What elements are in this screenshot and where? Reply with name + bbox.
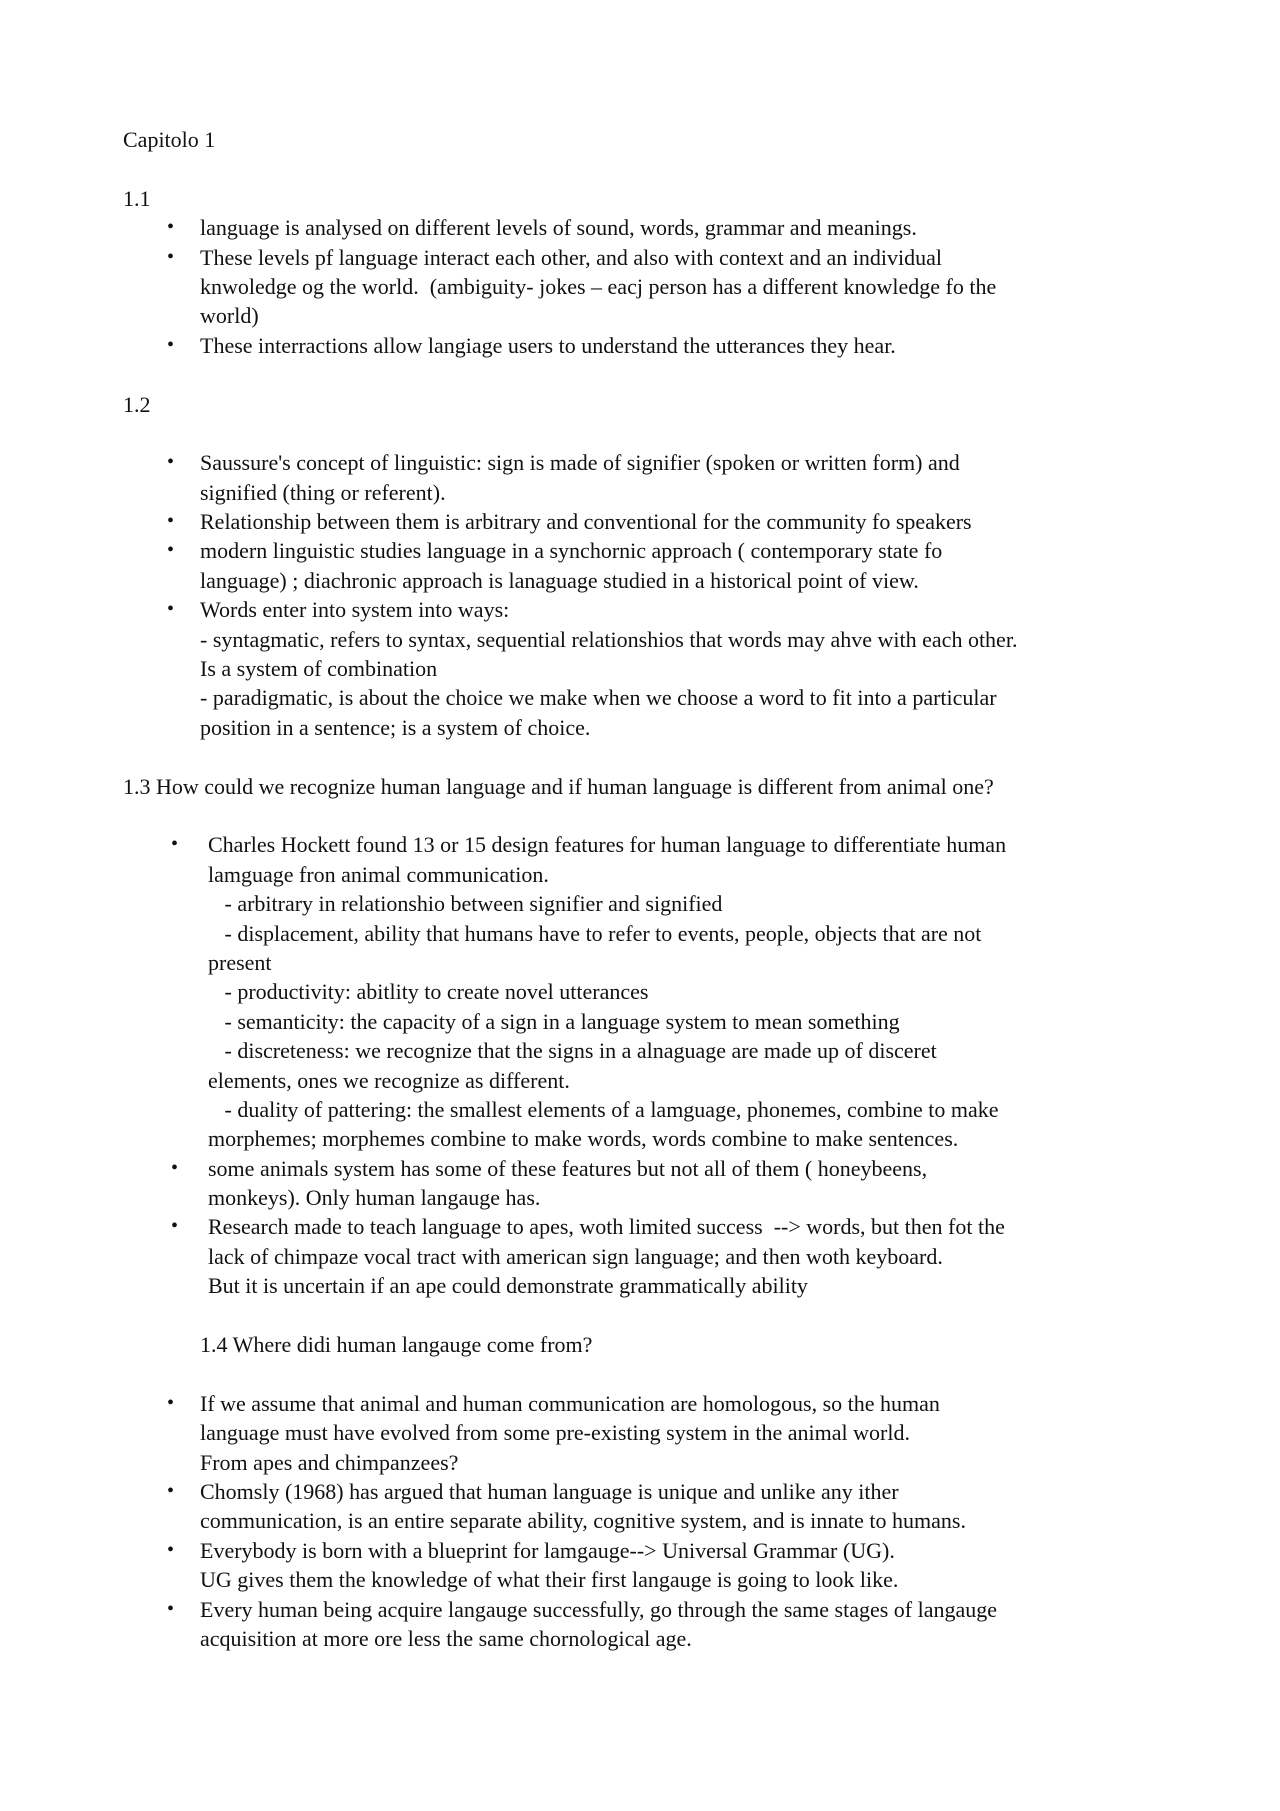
list-item-line — [123, 1212, 1173, 1241]
list-item — [123, 213, 1173, 242]
list-item-line — [123, 860, 1173, 889]
list-item-text: present — [208, 949, 272, 975]
bullet-icon: • — [167, 216, 175, 239]
list-item — [123, 331, 1173, 360]
bullet-icon: • — [167, 510, 175, 533]
sections — [123, 184, 1173, 1654]
list-item-line — [123, 1565, 1173, 1594]
bullet-icon: • — [171, 833, 179, 856]
list-item-text: language must have evolved from some pre-existing system in the animal world. — [200, 1420, 910, 1446]
list-item-text: Everybody is born with a blueprint for lamgauge--> Universal Grammar (UG). — [200, 1537, 895, 1563]
list-item-line — [123, 243, 1173, 272]
list-item-text: - duality of pattering: the smallest elements of a lamguage, phonemes, combine to make — [208, 1096, 999, 1122]
list-item-text: acquisition at more ore less the same chornological age. — [200, 1625, 692, 1651]
list-item-text: Relationship between them is arbitrary and conventional for the community fo speakers — [200, 509, 972, 535]
list-item-line — [123, 625, 1173, 654]
blank-line — [123, 419, 1173, 448]
list-item-text: language) ; diachronic approach is lanaguage studied in a historical point of view. — [200, 567, 919, 593]
list-item-text: monkeys). Only human langauge has. — [208, 1185, 541, 1211]
list-item-line — [123, 1242, 1173, 1271]
list-item-text: Saussure's concept of linguistic: sign is made of signifier (spoken or written form) and — [200, 450, 960, 476]
list-item-text: Charles Hockett found 13 or 15 design features for human language to differentiate human — [208, 832, 1007, 858]
list-item-text: lamguage fron animal communication. — [208, 861, 549, 887]
bullet-icon: • — [167, 245, 175, 268]
list-item-text: These interractions allow langiage users to understand the utterances they hear. — [200, 332, 896, 358]
list-item-line — [123, 654, 1173, 683]
bullet-icon: • — [167, 598, 175, 621]
list-item-line — [123, 1536, 1173, 1565]
list-item-text: - productivity: abitlity to create novel utterances — [208, 979, 649, 1005]
list-item-line — [123, 566, 1173, 595]
list-item-text: Every human being acquire langauge successfully, go through the same stages of langauge — [200, 1596, 998, 1622]
list-item — [123, 507, 1173, 536]
list-item — [123, 243, 1173, 331]
list-item-text: From apes and chimpanzees? — [200, 1449, 459, 1475]
list-item-text: Research made to teach language to apes, woth limited success --> words, but then fot the — [208, 1214, 1005, 1240]
list-item-line — [123, 595, 1173, 624]
bullet-icon: • — [171, 1215, 179, 1238]
list-item — [123, 536, 1173, 595]
list-item-line — [123, 713, 1173, 742]
section-3 — [123, 772, 1173, 1330]
list-item-text: morphemes; morphemes combine to make words, words combine to make sentences. — [208, 1126, 959, 1152]
list-item-line — [123, 213, 1173, 242]
section-4 — [123, 1330, 1173, 1653]
list-item-line — [123, 1506, 1173, 1535]
bullet-list — [123, 213, 1173, 360]
list-item-line — [123, 830, 1173, 859]
list-item-text: modern linguistic studies language in a synchornic approach ( contemporary state fo — [200, 538, 943, 564]
bullet-icon: • — [167, 451, 175, 474]
list-item — [123, 1595, 1173, 1654]
list-item-text: Words enter into system into ways: — [200, 597, 510, 623]
list-item-line — [123, 919, 1173, 948]
document-page — [123, 125, 1173, 1653]
list-item-text: These levels pf language interact each other, and also with context and an individual — [200, 244, 942, 270]
list-item-line — [123, 1477, 1173, 1506]
list-item — [123, 1154, 1173, 1213]
blank-line — [123, 154, 1173, 183]
list-item-text: Is a system of combination — [200, 656, 438, 682]
bullet-list — [123, 830, 1173, 1300]
section-heading: 1.1 — [123, 185, 151, 211]
list-item-line — [123, 1418, 1173, 1447]
list-item-text: But it is uncertain if an ape could demonstrate grammatically ability — [208, 1273, 808, 1299]
bullet-icon: • — [171, 1156, 179, 1179]
list-item-text: knwoledge og the world. (ambiguity- jokes – eacj person has a different knowledge fo the — [200, 273, 997, 299]
list-item-line — [123, 507, 1173, 536]
list-item — [123, 595, 1173, 742]
section-heading: 1.4 Where didi human langauge come from? — [200, 1332, 593, 1358]
section-heading: 1.3 How could we recognize human language and if human language is different from animal one? — [123, 773, 994, 799]
list-item — [123, 1212, 1173, 1300]
list-item — [123, 1536, 1173, 1595]
list-item-text: - syntagmatic, refers to syntax, sequential relationshios that words may ahve with each other. — [200, 626, 1018, 652]
blank-line — [123, 1301, 1173, 1330]
list-item-line — [123, 1389, 1173, 1418]
list-item-line — [123, 1448, 1173, 1477]
list-item-text: elements, ones we recognize as different. — [208, 1067, 570, 1093]
list-item-line — [123, 977, 1173, 1006]
bullet-list — [123, 448, 1173, 742]
blank-line — [123, 360, 1173, 389]
list-item — [123, 448, 1173, 507]
bullet-icon: • — [167, 333, 175, 356]
section-2 — [123, 390, 1173, 772]
list-item-line — [123, 478, 1173, 507]
blank-line — [123, 1359, 1173, 1388]
list-item-line — [123, 683, 1173, 712]
section-heading: 1.2 — [123, 391, 151, 417]
list-item — [123, 1477, 1173, 1536]
list-item-text: world) — [200, 303, 259, 329]
list-item-text: - arbitrary in relationshio between signifier and signified — [208, 891, 723, 917]
blank-line — [123, 742, 1173, 771]
section-1 — [123, 184, 1173, 390]
blank-line — [123, 801, 1173, 830]
list-item-line — [123, 272, 1173, 301]
list-item — [123, 830, 1173, 1153]
list-item-line — [123, 1624, 1173, 1653]
list-item-line — [123, 1271, 1173, 1300]
bullet-icon: • — [167, 539, 175, 562]
list-item-text: - paradigmatic, is about the choice we make when we choose a word to fit into a particular — [200, 685, 997, 711]
bullet-icon: • — [167, 1538, 175, 1561]
list-item-line — [123, 1154, 1173, 1183]
list-item-line — [123, 1595, 1173, 1624]
bullet-icon: • — [167, 1597, 175, 1620]
list-item-text: - displacement, ability that humans have to refer to events, people, objects that are not — [208, 920, 982, 946]
list-item-text: lack of chimpaze vocal tract with american sign language; and then woth keyboard. — [208, 1243, 943, 1269]
list-item-line — [123, 1124, 1173, 1153]
list-item-line — [123, 536, 1173, 565]
list-item-text: If we assume that animal and human communication are homologous, so the human — [200, 1390, 940, 1416]
list-item-line — [123, 1036, 1173, 1065]
list-item-line — [123, 1066, 1173, 1095]
bullet-icon: • — [167, 1391, 175, 1414]
document-title: Capitolo 1 — [123, 127, 216, 152]
list-item-text: Chomsly (1968) has argued that human language is unique and unlike any ither — [200, 1478, 899, 1504]
list-item-text: communication, is an entire separate ability, cognitive system, and is innate to humans. — [200, 1508, 966, 1534]
list-item-text: - discreteness: we recognize that the signs in a alnaguage are made up of disceret — [208, 1038, 937, 1064]
list-item-text: language is analysed on different levels of sound, words, grammar and meanings. — [200, 215, 917, 241]
list-item-line — [123, 1007, 1173, 1036]
list-item-text: UG gives them the knowledge of what their first langauge is going to look like. — [200, 1567, 899, 1593]
list-item-text: position in a sentence; is a system of choice. — [200, 714, 591, 740]
list-item-line — [123, 1095, 1173, 1124]
list-item-line — [123, 448, 1173, 477]
list-item — [123, 1389, 1173, 1477]
list-item-text: - semanticity: the capacity of a sign in a language system to mean something — [208, 1008, 900, 1034]
list-item-line — [123, 948, 1173, 977]
list-item-text: some animals system has some of these features but not all of them ( honeybeens, — [208, 1155, 928, 1181]
list-item-line — [123, 1183, 1173, 1212]
bullet-list — [123, 1389, 1173, 1654]
list-item-line — [123, 889, 1173, 918]
list-item-line — [123, 301, 1173, 330]
list-item-line — [123, 331, 1173, 360]
list-item-text: signified (thing or referent). — [200, 479, 446, 505]
bullet-icon: • — [167, 1479, 175, 1502]
